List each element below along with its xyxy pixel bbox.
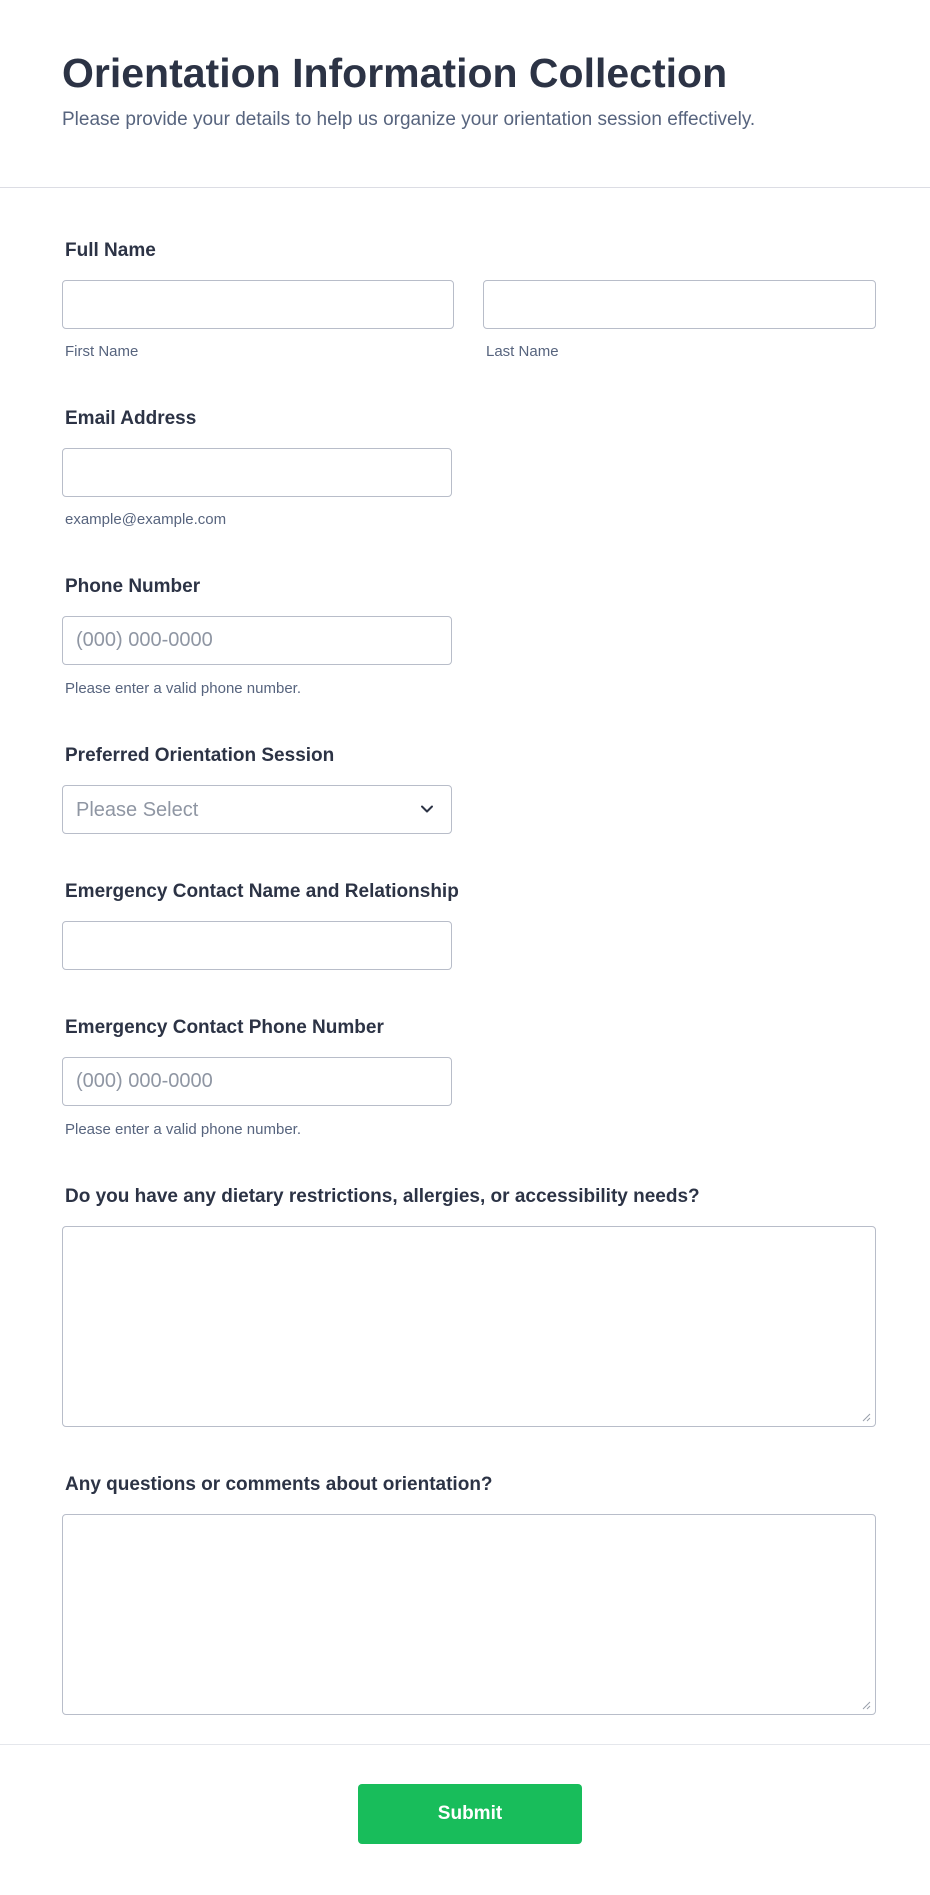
email-label: Email Address — [65, 408, 197, 429]
form-title: Orientation Information Collection — [62, 50, 728, 96]
email-sublabel: example@example.com — [65, 511, 227, 528]
session-select-value: Please Select — [76, 799, 199, 821]
last-name-input[interactable] — [483, 280, 876, 329]
form-header — [0, 0, 930, 188]
phone-input[interactable] — [62, 616, 452, 665]
email-input[interactable] — [62, 448, 452, 497]
session-select[interactable] — [62, 785, 452, 834]
emergency-phone-label: Emergency Contact Phone Number — [65, 1017, 384, 1038]
comments-label: Any questions or comments about orientation? — [65, 1474, 493, 1495]
needs-textarea[interactable] — [62, 1226, 876, 1427]
session-label: Preferred Orientation Session — [65, 745, 335, 766]
comments-textarea[interactable] — [62, 1514, 876, 1715]
submit-button[interactable]: Submit — [358, 1784, 582, 1844]
form-subtitle: Please provide your details to help us organize your orientation session effectively. — [62, 109, 756, 130]
emergency-contact-input[interactable] — [62, 921, 452, 970]
resize-handle-icon[interactable] — [861, 1700, 871, 1710]
last-name-sublabel: Last Name — [486, 343, 559, 360]
emergency-phone-input[interactable] — [62, 1057, 452, 1106]
emergency-phone-sublabel: Please enter a valid phone number. — [65, 1121, 301, 1138]
first-name-input[interactable] — [62, 280, 454, 329]
chevron-down-icon — [419, 801, 435, 817]
phone-sublabel: Please enter a valid phone number. — [65, 680, 301, 697]
full-name-label: Full Name — [65, 240, 156, 261]
emergency-contact-label: Emergency Contact Name and Relationship — [65, 881, 459, 902]
phone-label: Phone Number — [65, 576, 201, 597]
needs-label: Do you have any dietary restrictions, allergies, or accessibility needs? — [65, 1186, 700, 1207]
resize-handle-icon[interactable] — [861, 1412, 871, 1422]
first-name-sublabel: First Name — [65, 343, 139, 360]
